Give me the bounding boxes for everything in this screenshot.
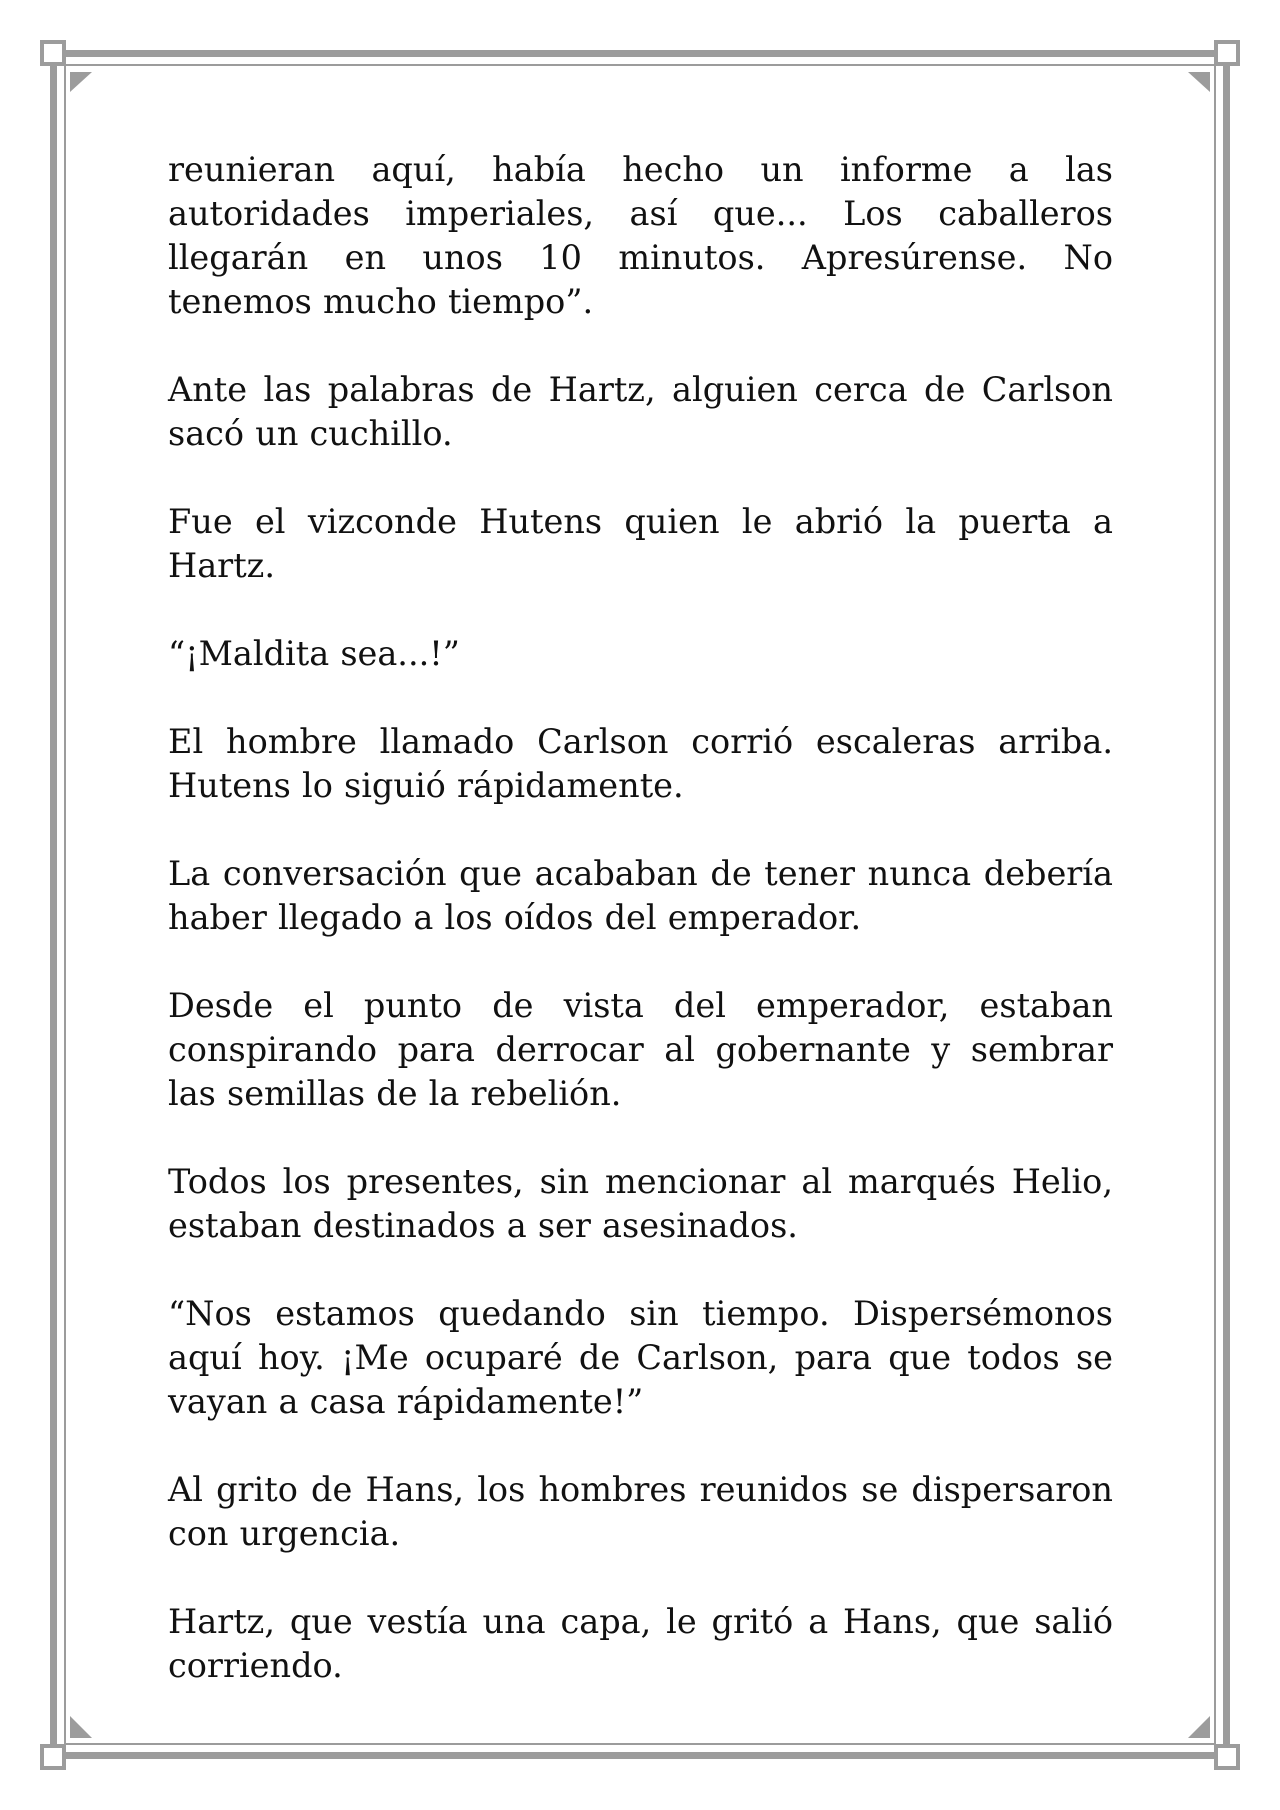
frame-bottom-bar: [50, 1752, 1230, 1759]
corner-ornament-tl: [42, 42, 64, 64]
paragraph: Fue el vizconde Hutens quien le abrió la puerta a Hartz.: [168, 502, 1113, 585]
corner-ornament-br: [1216, 1746, 1238, 1768]
paragraph: Ante las palabras de Hartz, alguien cerca de Carlson sacó un cuchillo.: [168, 370, 1113, 453]
frame-right-bar: [1223, 50, 1230, 1759]
frame-left-bar: [50, 50, 57, 1759]
paragraph: Todos los presentes, sin mencionar al marqués Helio, estaban destinados a ser asesinados.: [168, 1162, 1113, 1245]
body-text: [168, 148, 1113, 1732]
corner-ornament-bl: [42, 1746, 64, 1768]
paragraph: Hartz, que vestía una capa, le gritó a Hans, que salió corriendo.: [168, 1602, 1113, 1685]
paragraph: Desde el punto de vista del emperador, estaban conspirando para derrocar al gobernante y sembrar las semillas de la rebelión.: [168, 986, 1113, 1113]
corner-ornament-tr: [1216, 42, 1238, 64]
frame-top-bar: [50, 50, 1230, 57]
paragraph: La conversación que acababan de tener nunca debería haber llegado a los oídos del emperador.: [168, 854, 1113, 937]
corner-triangle-br: [1188, 1716, 1210, 1738]
paragraph: “Nos estamos quedando sin tiempo. Dispersémonos aquí hoy. ¡Me ocuparé de Carlson, para que todos se vayan a casa rápidamente!”: [168, 1294, 1113, 1421]
paragraph: Al grito de Hans, los hombres reunidos se dispersaron con urgencia.: [168, 1470, 1113, 1553]
paragraph: El hombre llamado Carlson corrió escaleras arriba. Hutens lo siguió rápidamente.: [168, 722, 1113, 805]
corner-triangle-tr: [1188, 72, 1210, 92]
corner-triangle-bl: [70, 1716, 92, 1738]
paragraph: “¡Maldita sea...!”: [168, 634, 460, 673]
corner-triangle-tl: [70, 72, 92, 92]
paragraph: reunieran aquí, había hecho un informe a las autoridades imperiales, así que... Los caballeros llegarán en unos 10 minutos. Apresúrense. No tenemos mucho tiempo”.: [168, 150, 1113, 321]
